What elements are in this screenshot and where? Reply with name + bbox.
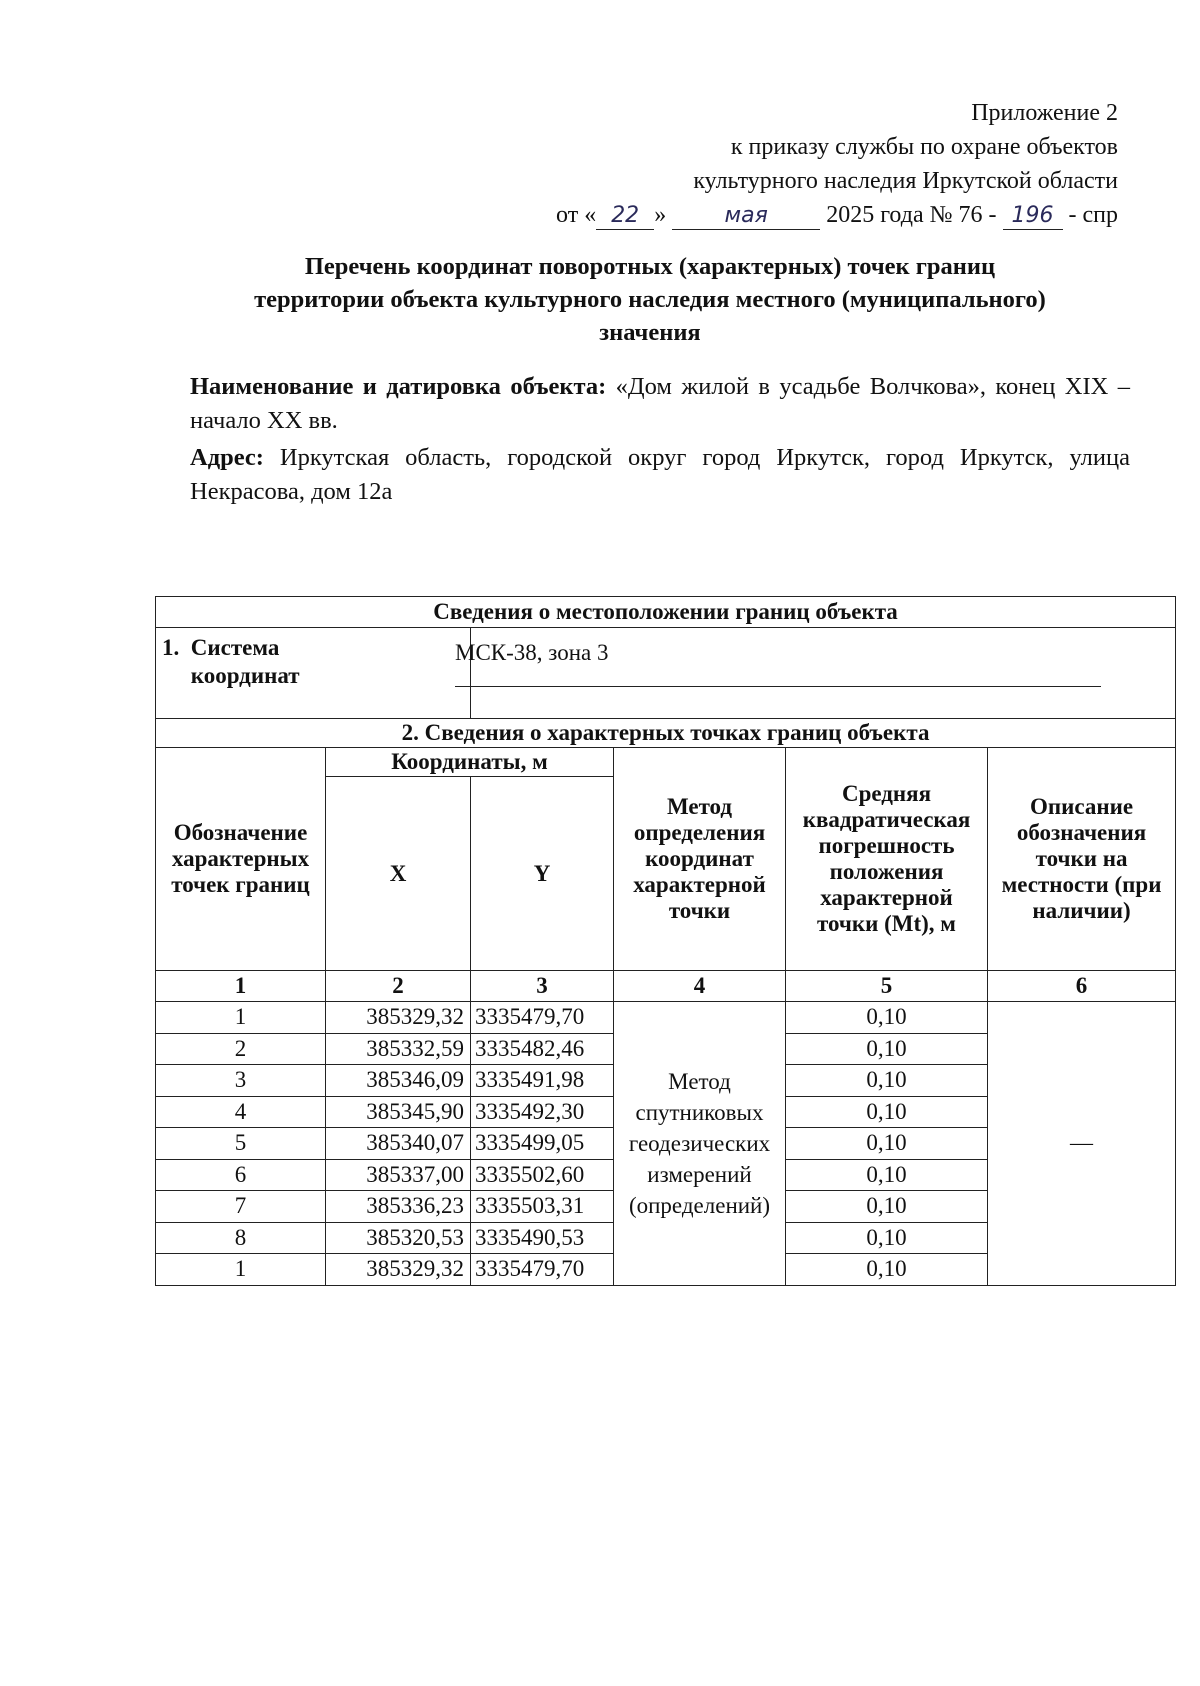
column-header-row-1 — [156, 748, 1176, 777]
point-cell: 5 — [156, 1128, 326, 1160]
point-cell: 7 — [156, 1191, 326, 1223]
mt-cell: 0,10 — [786, 1002, 988, 1034]
column-number-6: 6 — [988, 971, 1176, 1002]
agency-line: культурного наследия Иркутской области — [693, 168, 1118, 194]
x-cell: 385336,23 — [326, 1191, 471, 1223]
y-cell: 3335492,30 — [471, 1096, 614, 1128]
mt-cell: 0,10 — [786, 1222, 988, 1254]
coordinate-system-underline — [455, 686, 1101, 687]
header-description: Описание обозначения точки на местности (при наличии) — [988, 748, 1176, 971]
x-cell: 385346,09 — [326, 1065, 471, 1097]
mt-cell: 0,10 — [786, 1159, 988, 1191]
object-name-label: Наименование и датировка объекта: — [190, 373, 607, 400]
column-number-2: 2 — [326, 971, 471, 1002]
section2-title: 2. Сведения о характерных точках границ объекта — [156, 719, 1176, 748]
order-date-line — [556, 198, 1118, 232]
x-cell: 385340,07 — [326, 1128, 471, 1160]
header-x: X — [326, 777, 471, 971]
object-address-label: Адрес: — [190, 444, 264, 471]
header-coordinates: Координаты, м — [326, 748, 614, 777]
description-cell: — — [988, 1002, 1176, 1286]
point-cell: 1 — [156, 1002, 326, 1034]
column-number-4: 4 — [614, 971, 786, 1002]
object-name-value: «Дом жилой в усадьбе Волчкова», конец XIX – начало XX вв. — [190, 373, 1130, 434]
date-quote-close: » — [654, 202, 667, 228]
coordinate-system-number: 1. — [162, 635, 180, 660]
x-cell: 385337,00 — [326, 1159, 471, 1191]
point-cell: 3 — [156, 1065, 326, 1097]
coordinate-system-row — [156, 628, 1176, 719]
y-cell: 3335482,46 — [471, 1033, 614, 1065]
y-cell: 3335479,70 — [471, 1254, 614, 1286]
object-info — [190, 370, 1130, 512]
coordinate-system-value: МСК-38, зона 3 — [455, 640, 609, 665]
coordinate-system-value-cell — [455, 628, 1176, 719]
column-number-row — [156, 971, 1176, 1002]
y-cell: 3335479,70 — [471, 1002, 614, 1034]
mt-cell: 0,10 — [786, 1033, 988, 1065]
appendix-label: Приложение 2 — [971, 100, 1118, 126]
column-number-5: 5 — [786, 971, 988, 1002]
document-title — [170, 250, 1130, 349]
mt-cell: 0,10 — [786, 1065, 988, 1097]
header-point-designation: Обозначение характерных точек границ — [156, 748, 326, 971]
year-and-number: 2025 года № 76 - — [826, 202, 997, 228]
x-cell: 385320,53 — [326, 1222, 471, 1254]
x-cell: 385345,90 — [326, 1096, 471, 1128]
mt-cell: 0,10 — [786, 1254, 988, 1286]
y-cell: 3335502,60 — [471, 1159, 614, 1191]
handwritten-order-number: 196 — [1003, 203, 1063, 230]
point-cell: 4 — [156, 1096, 326, 1128]
y-cell: 3335499,05 — [471, 1128, 614, 1160]
coordinate-system-label-cell — [156, 628, 471, 719]
y-cell: 3335490,53 — [471, 1222, 614, 1254]
date-prefix: от « — [556, 202, 597, 228]
section1-header-row — [156, 597, 1176, 628]
column-number-1: 1 — [156, 971, 326, 1002]
point-cell: 1 — [156, 1254, 326, 1286]
point-cell: 6 — [156, 1159, 326, 1191]
y-cell: 3335491,98 — [471, 1065, 614, 1097]
order-reference-line: к приказу службы по охране объектов — [730, 134, 1118, 160]
handwritten-day: 22 — [596, 203, 654, 230]
coordinate-system-label: Система координат — [190, 635, 300, 688]
title-line-2: территории объекта культурного наследия местного (муниципального) — [254, 286, 1046, 313]
object-name-paragraph — [190, 370, 1130, 438]
mt-cell: 0,10 — [786, 1191, 988, 1223]
title-line-1: Перечень координат поворотных (характерных) точек границ — [304, 253, 996, 280]
object-address-paragraph — [190, 441, 1130, 509]
section1-title: Сведения о местоположении границ объекта — [156, 597, 1176, 628]
mt-cell: 0,10 — [786, 1096, 988, 1128]
section2-header-row — [156, 719, 1176, 748]
document-header — [556, 96, 1118, 232]
point-cell: 2 — [156, 1033, 326, 1065]
boundary-coordinates-table — [155, 596, 1176, 1286]
order-suffix: - спр — [1068, 202, 1118, 228]
header-mean-error: Средняя квадратическая погрешность положения характерной точки (Mt), м — [786, 748, 988, 971]
method-cell: Метод спутниковых геодезических измерений (определений) — [614, 1002, 786, 1286]
point-cell: 8 — [156, 1222, 326, 1254]
header-y: Y — [471, 777, 614, 971]
y-cell: 3335503,31 — [471, 1191, 614, 1223]
mt-cell: 0,10 — [786, 1128, 988, 1160]
x-cell: 385332,59 — [326, 1033, 471, 1065]
title-line-3: значения — [599, 319, 701, 346]
object-address-value: Иркутская область, городской округ город Иркутск, город Иркутск, улица Некрасова, дом 12а — [190, 444, 1131, 505]
header-method: Метод определения координат характерной точки — [614, 748, 786, 971]
handwritten-month: мая — [672, 203, 820, 230]
table-row — [156, 1002, 1176, 1034]
x-cell: 385329,32 — [326, 1254, 471, 1286]
column-number-3: 3 — [471, 971, 614, 1002]
x-cell: 385329,32 — [326, 1002, 471, 1034]
